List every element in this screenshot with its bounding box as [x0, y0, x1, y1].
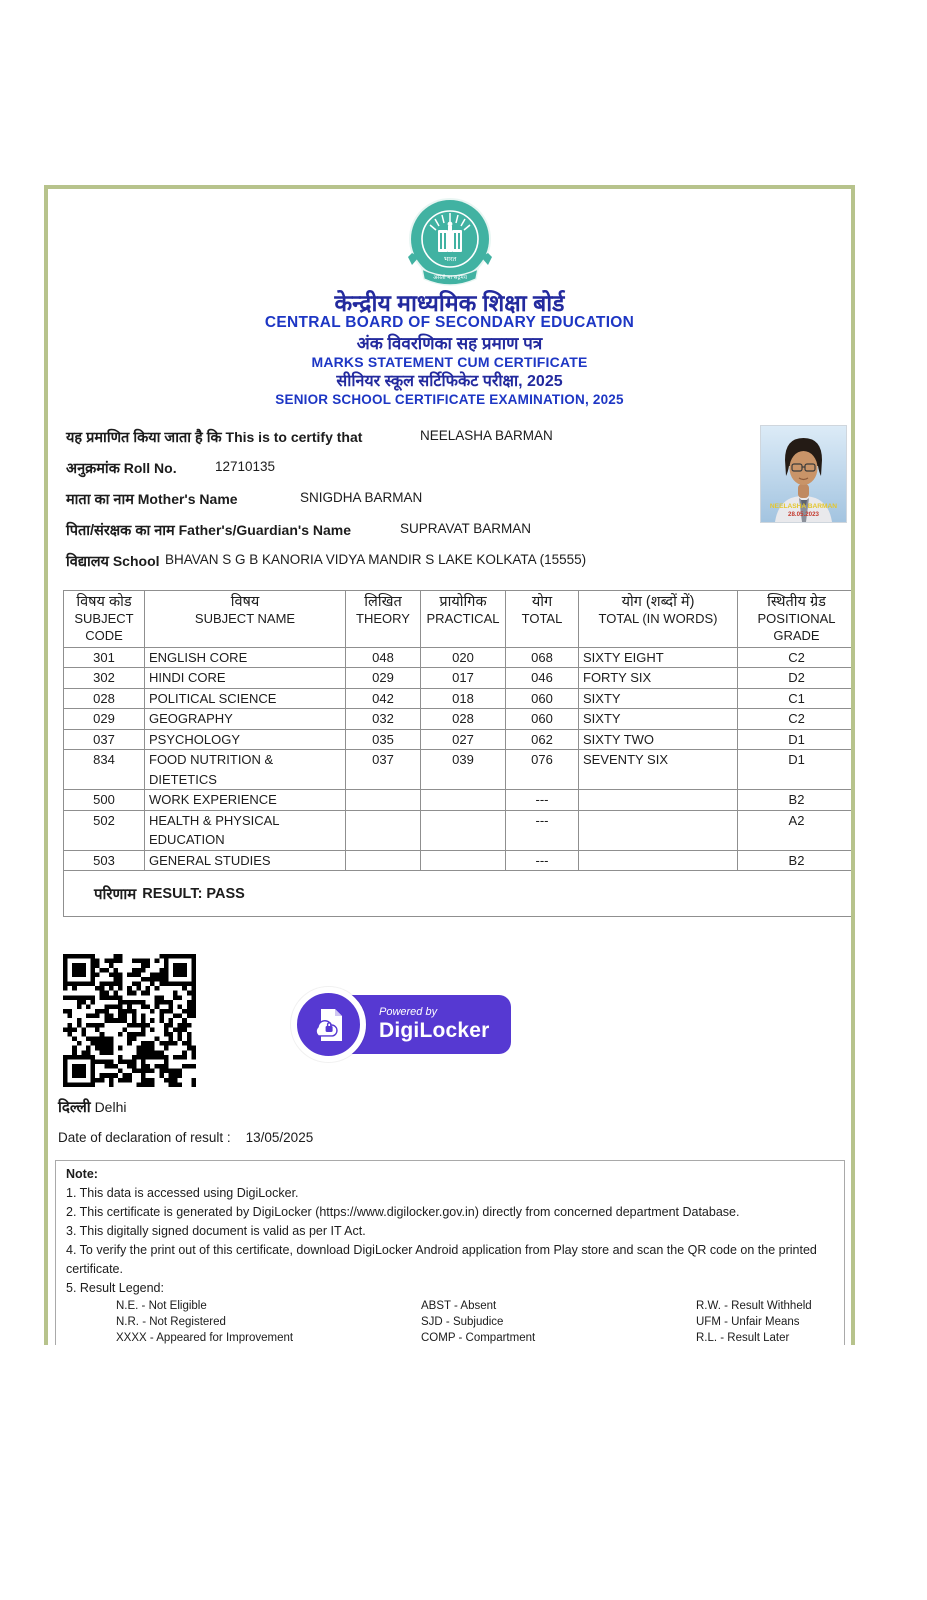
student-info-row: [66, 489, 766, 520]
cell-total-words: SIXTY: [579, 688, 738, 709]
cell-total: ---: [506, 810, 579, 850]
cell-subject-code: 834: [64, 750, 145, 790]
cell-total: 060: [506, 688, 579, 709]
note-item: 1. This data is accessed using DigiLocker.: [66, 1186, 299, 1200]
info-label-hindi: विद्यालय: [66, 554, 109, 570]
result-label-hindi: परिणाम: [94, 885, 137, 903]
marks-table-header-cell: [579, 591, 738, 648]
header-hindi: योग (शब्दों में): [621, 594, 695, 610]
svg-text:असतो मा सद्गमय: असतो मा सद्गमय: [432, 275, 467, 281]
header-english: TOTAL (IN WORDS): [598, 611, 718, 627]
info-label-hindi: माता का नाम: [66, 492, 134, 508]
cell-grade: D1: [738, 750, 856, 790]
header-english: TOTAL: [521, 611, 563, 627]
cell-practical: [421, 810, 506, 850]
cell-subject-name: GEOGRAPHY: [145, 709, 346, 730]
marks-table-row: [64, 668, 856, 689]
info-value: 12710135: [215, 459, 276, 474]
digilocker-badge: [291, 987, 521, 1062]
place-line: [58, 1097, 126, 1117]
cell-subject-name: FOOD NUTRITION & DIETETICS: [145, 750, 346, 790]
legend-cell: ABST - Absent: [421, 1300, 497, 1312]
cell-theory: 029: [346, 668, 421, 689]
cell-total-words: FORTY SIX: [579, 668, 738, 689]
cell-grade: D2: [738, 668, 856, 689]
header-english: SUBJECT NAME: [194, 611, 296, 627]
legend-cell: COMP - Compartment: [421, 1332, 536, 1344]
cell-theory: 035: [346, 729, 421, 750]
exam-title-hindi: सीनियर स्कूल सर्टिफिकेट परीक्षा, 2025: [336, 373, 563, 390]
cell-subject-name: POLITICAL SCIENCE: [145, 688, 346, 709]
place-hindi: दिल्ली: [58, 1099, 91, 1116]
note-title: Note:: [66, 1167, 98, 1181]
student-info: [66, 427, 766, 582]
digilocker-brand-label: DigiLocker: [379, 1019, 490, 1042]
svg-text:28.05.2023: 28.05.2023: [788, 511, 819, 518]
cell-total: ---: [506, 790, 579, 811]
cell-subject-code: 037: [64, 729, 145, 750]
cell-practical: 039: [421, 750, 506, 790]
note-item: 2. This certificate is generated by DigiLocker (https://www.digilocker.gov.in) directly from concerned department Database.: [66, 1205, 740, 1219]
cell-subject-name: WORK EXPERIENCE: [145, 790, 346, 811]
cell-subject-name: HINDI CORE: [145, 668, 346, 689]
result-box: [63, 871, 855, 917]
cell-total: ---: [506, 850, 579, 871]
cell-subject-code: 302: [64, 668, 145, 689]
note-item: 5. Result Legend:: [66, 1281, 164, 1295]
cell-grade: B2: [738, 850, 856, 871]
marks-table: [63, 590, 855, 871]
marks-table-header-row: [64, 591, 856, 648]
note-item: 3. This digitally signed document is valid as per IT Act.: [66, 1224, 366, 1238]
cell-theory: 048: [346, 647, 421, 668]
legend-cell: XXXX - Appeared for Improvement: [116, 1332, 294, 1344]
marks-table-row: [64, 790, 856, 811]
cell-total-words: [579, 850, 738, 871]
cell-total-words: SIXTY TWO: [579, 729, 738, 750]
place-english: Delhi: [94, 1099, 127, 1115]
legend-cell: SJD - Subjudice: [421, 1316, 504, 1328]
result-legend-row: [66, 1330, 834, 1345]
cell-total: 062: [506, 729, 579, 750]
digilocker-document-cloud-icon: [309, 1005, 349, 1045]
cell-total: 076: [506, 750, 579, 790]
certificate-frame: [44, 185, 855, 1345]
header-english: POSITIONAL GRADE: [757, 611, 836, 644]
marks-table-row: [64, 850, 856, 871]
svg-text:NEELASHA BARMAN: NEELASHA BARMAN: [769, 503, 838, 510]
info-label-english: School: [112, 553, 160, 569]
result-legend-row: [66, 1314, 834, 1330]
cell-grade: C2: [738, 709, 856, 730]
cbse-logo: [402, 197, 498, 289]
info-value: SNIGDHA BARMAN: [300, 490, 423, 505]
cell-grade: B2: [738, 790, 856, 811]
board-title-english: CENTRAL BOARD OF SECONDARY EDUCATION: [264, 314, 635, 331]
cell-total-words: SIXTY: [579, 709, 738, 730]
student-info-row: [66, 458, 766, 489]
cell-practical: 017: [421, 668, 506, 689]
digilocker-logo-circle: [291, 987, 366, 1062]
note-box: [55, 1160, 845, 1345]
cell-subject-name: GENERAL STUDIES: [145, 850, 346, 871]
cell-grade: C1: [738, 688, 856, 709]
legend-cell: N.R. - Not Registered: [116, 1316, 226, 1328]
cell-practical: 028: [421, 709, 506, 730]
cell-practical: 018: [421, 688, 506, 709]
info-value: NEELASHA BARMAN: [420, 428, 553, 443]
cell-practical: [421, 790, 506, 811]
marks-table-row: [64, 729, 856, 750]
info-label-english: Roll No.: [123, 460, 177, 476]
student-portrait-image: [761, 426, 846, 522]
cell-total: 060: [506, 709, 579, 730]
marks-table-row: [64, 647, 856, 668]
svg-text:भारत: भारत: [443, 255, 456, 263]
student-info-row: [66, 520, 766, 551]
legend-cell: R.L. - Result Later: [696, 1332, 790, 1344]
header-hindi: विषय: [230, 594, 260, 610]
cbse-emblem-icon: [402, 197, 498, 289]
cell-subject-code: 500: [64, 790, 145, 811]
cell-grade: C2: [738, 647, 856, 668]
doc-title-english: MARKS STATEMENT CUM CERTIFICATE: [311, 354, 588, 370]
info-label-hindi: पिता/संरक्षक का नाम: [66, 523, 175, 539]
cell-subject-name: HEALTH & PHYSICAL EDUCATION: [145, 810, 346, 850]
cell-theory: 032: [346, 709, 421, 730]
cell-subject-name: ENGLISH CORE: [145, 647, 346, 668]
declaration-date-line: [58, 1130, 313, 1145]
cell-theory: [346, 850, 421, 871]
marks-table-header-cell: [421, 591, 506, 648]
result-value: RESULT: PASS: [142, 885, 245, 902]
cell-subject-code: 301: [64, 647, 145, 668]
cell-theory: [346, 810, 421, 850]
student-info-row: [66, 427, 766, 458]
cell-total-words: [579, 790, 738, 811]
legend-cell: N.E. - Not Eligible: [116, 1300, 207, 1312]
info-value: BHAVAN S G B KANORIA VIDYA MANDIR S LAKE KOLKATA (15555): [165, 552, 587, 567]
qr-code: [63, 954, 196, 1087]
header-hindi: लिखित: [364, 594, 402, 610]
marks-table-header-cell: [738, 591, 856, 648]
cell-subject-code: 502: [64, 810, 145, 850]
info-label-english: This is to certify that: [225, 429, 363, 445]
cell-total-words: [579, 810, 738, 850]
marks-table-header-cell: [64, 591, 145, 648]
legend-cell: R.W. - Result Withheld: [696, 1300, 812, 1312]
exam-title-english: SENIOR SCHOOL CERTIFICATE EXAMINATION, 2025: [275, 392, 624, 407]
header-english: THEORY: [356, 611, 410, 627]
header-hindi: स्थितीय ग्रेड: [767, 594, 826, 610]
declaration-date: 13/05/2025: [245, 1130, 314, 1145]
cell-theory: 042: [346, 688, 421, 709]
result-legend-row: [66, 1298, 834, 1314]
info-label-english: Father's/Guardian's Name: [178, 522, 352, 538]
student-info-row: [66, 551, 766, 582]
declaration-label: Date of declaration of result :: [58, 1130, 231, 1145]
student-photo: [760, 425, 847, 523]
info-value: SUPRAVAT BARMAN: [400, 521, 532, 536]
cell-subject-name: PSYCHOLOGY: [145, 729, 346, 750]
header-hindi: विषय कोड: [76, 594, 132, 610]
cell-practical: 020: [421, 647, 506, 668]
info-label-english: Mother's Name: [137, 491, 238, 507]
header-hindi: प्रायोगिक: [439, 594, 487, 610]
header-english: PRACTICAL: [426, 611, 500, 627]
note-item: 4. To verify the print out of this certificate, download DigiLocker Android application from Play store and scan the QR code on the printed certificate.: [66, 1243, 817, 1276]
info-label-hindi: अनुक्रमांक: [66, 461, 120, 477]
cell-grade: D1: [738, 729, 856, 750]
marks-table-header-cell: [506, 591, 579, 648]
cell-practical: [421, 850, 506, 871]
marks-table-row: [64, 688, 856, 709]
marks-table-row: [64, 709, 856, 730]
cell-total: 046: [506, 668, 579, 689]
cell-theory: 037: [346, 750, 421, 790]
cell-practical: 027: [421, 729, 506, 750]
cell-theory: [346, 790, 421, 811]
info-label-hindi: यह प्रमाणित किया जाता है कि: [66, 430, 222, 446]
cell-total: 068: [506, 647, 579, 668]
cell-subject-code: 029: [64, 709, 145, 730]
marks-section: [63, 590, 855, 917]
marks-table-header-cell: [145, 591, 346, 648]
qr-code-image: [63, 954, 196, 1087]
marks-table-header-cell: [346, 591, 421, 648]
cell-total-words: SEVENTY SIX: [579, 750, 738, 790]
cell-subject-code: 028: [64, 688, 145, 709]
marks-table-row: [64, 750, 856, 790]
cell-subject-code: 503: [64, 850, 145, 871]
doc-title-hindi: अंक विवरणिका सह प्रमाण पत्र: [356, 334, 543, 353]
powered-by-label: Powered by: [379, 1006, 438, 1018]
header-hindi: योग: [531, 594, 553, 610]
cell-grade: A2: [738, 810, 856, 850]
board-title-hindi: केन्द्रीय माध्यमिक शिक्षा बोर्ड: [334, 290, 565, 316]
cell-total-words: SIXTY EIGHT: [579, 647, 738, 668]
header-english: SUBJECT CODE: [74, 611, 134, 644]
legend-cell: UFM - Unfair Means: [696, 1316, 800, 1328]
marks-table-row: [64, 810, 856, 850]
